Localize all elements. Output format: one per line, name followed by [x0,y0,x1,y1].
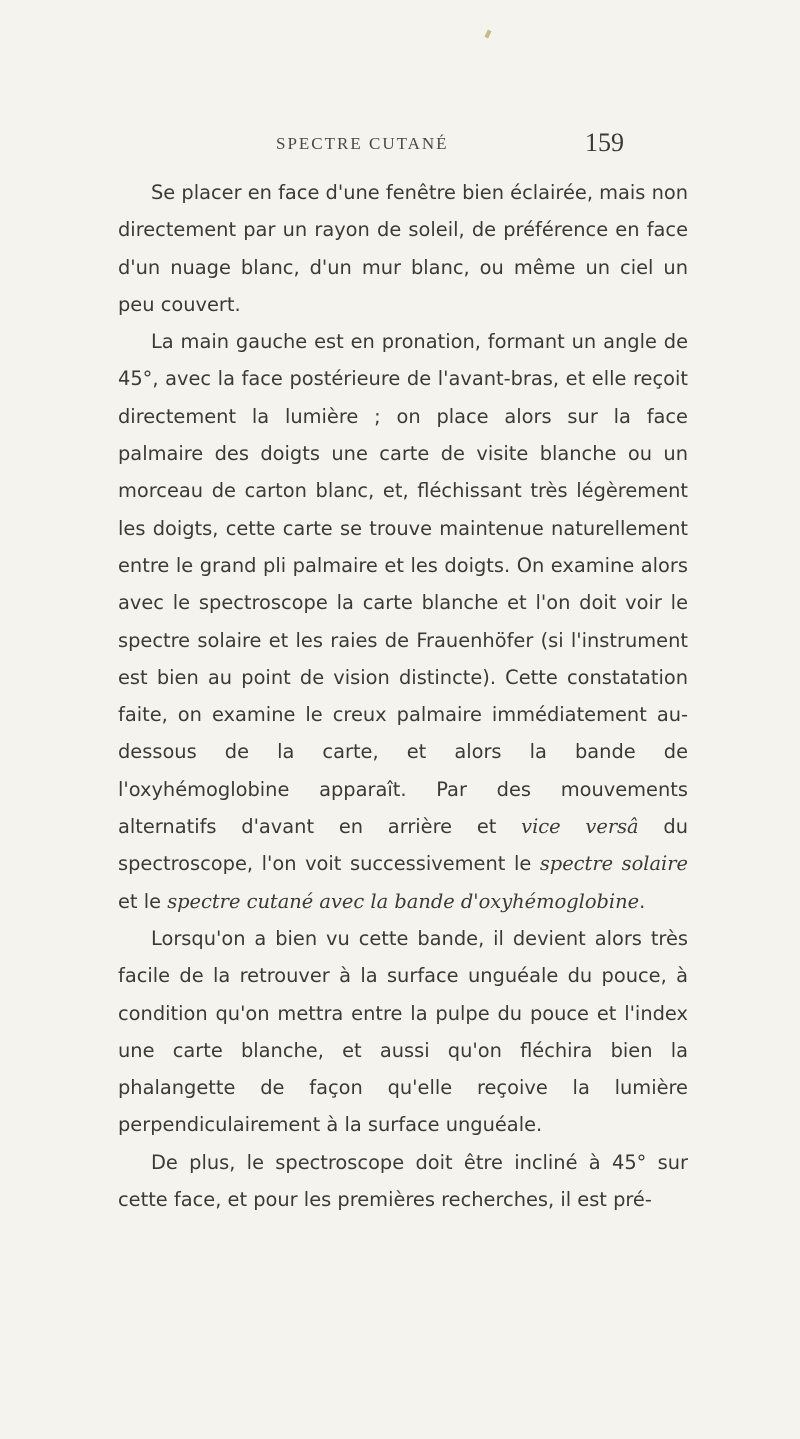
page-number: 159 [585,128,624,157]
running-title: SPECTRE CUTANÉ [276,134,449,153]
paragraph-4 [118,1144,688,1219]
running-head [176,128,636,164]
text-segment: La main gauche est en pronation, formant un angle de 45°, avec la face postérieure de l'avant-bras, et elle reçoit directement la lumière ; on place alors sur la face palmaire des doigts une carte de visite blanche ou un morceau de carton blanc, et, fléchissant très légèrement les doigts, cette carte se trouve maintenue naturellement entre le grand pli palmaire et les doigts. On examine alors avec le spectroscope la carte blanche et l'on doit voir le spectre solaire et les raies de Frauenhöfer (si l'instrument est bien au point de vision distincte). Cette constatation faite, on examine le creux palmaire immédiatement au-dessous de la carte, et alors la bande de l'oxyhémoglobine apparaît. Par des mouvements alternatifs d'avant en arrière et [118,330,688,839]
italic-phrase: vice versâ [521,815,639,839]
italic-phrase: spectre cutané avec la bande d'oxyhémoglobine [167,889,640,913]
text-segment: Lorsqu'on a bien vu cette bande, il devient alors très facile de la retrouver à la surface unguéale du pouce, à condition qu'on mettra entre la pulpe du pouce et l'index une carte blanche, et aussi qu'on fléchira bien la phalangette de façon qu'elle reçoive la lumière perpendiculairement à la surface unguéale. [118,926,688,1137]
paragraph-2 [118,323,688,920]
text-segment: . [639,889,646,913]
text-segment: Se placer en face d'une fenêtre bien éclairée, mais non directement par un rayon de soleil, de préférence en face d'un nuage blanc, d'un mur blanc, ou même un ciel un peu couvert. [118,181,689,316]
text-segment: du spectroscope, l'on voit successivement le [118,815,688,876]
paragraph-1 [118,174,688,323]
text-segment: et le [118,889,168,913]
italic-phrase: spectre solaire [539,852,688,876]
text-segment: De plus, le spectroscope doit être incliné à 45° sur cette face, et pour les premières recherches, il est pré- [118,1150,688,1212]
body-text [118,174,688,1218]
paragraph-3 [118,920,688,1144]
ink-mark [484,30,491,39]
